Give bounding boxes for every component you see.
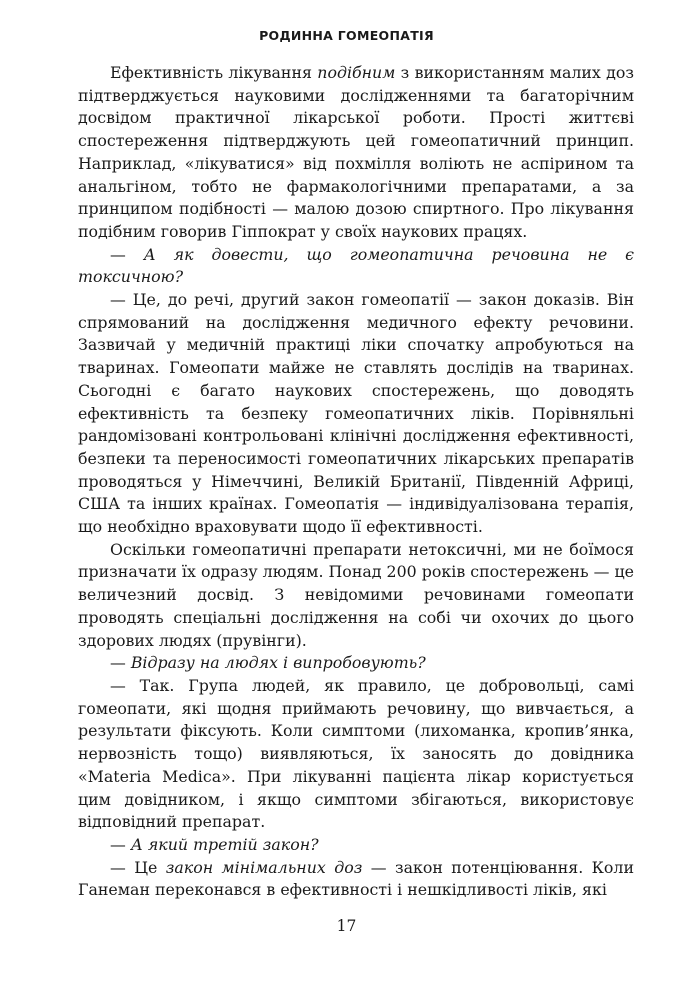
page-number: 17: [336, 917, 357, 935]
running-head: РОДИННА ГОМЕОПАТІЯ: [259, 28, 434, 43]
body-paragraph: [78, 289, 634, 539]
text-run: — Це: [110, 857, 166, 877]
body-paragraph: [78, 539, 634, 653]
italic-text: А як довести, що гомеопатична речовина не є токсичною?: [78, 244, 634, 287]
italic-text: подібним: [317, 63, 396, 82]
italic-text: А який третій закон?: [130, 834, 319, 854]
text-run: —: [110, 244, 144, 264]
text-run: — Це, до речі, другий закон гомеопатії — закон доказів. Він спрямований на дослідження медичного ефекту речовини. Зазвичай у медичній практиці ліки спочатку апробуються на тваринах. Гомеопати майже не ставлять дослідів на тваринах. Сьогодні є багато наукових спостережень, що доводять ефективність та безпеку гомеопатичних ліків. Порівняльні рандомізовані контрольовані клінічні дослідження ефективності, безпеки та переносимості гомеопатичних лікарських препаратів проводяться у Німеччині, Великій Британії, Південній Африці, США та інших країнах. Гомеопатія — індивідуалізована терапія, що необхідно враховувати щодо її ефективності.: [78, 290, 634, 537]
question-paragraph: [78, 244, 634, 289]
body-paragraph: [78, 675, 634, 834]
text-run: —: [110, 834, 131, 854]
text-run: Ефективність лікування: [110, 63, 318, 82]
text-run: —: [110, 653, 131, 673]
body-paragraph: [78, 857, 634, 902]
text-run: — Так. Група людей, як правило, це добровольці, самі гомеопати, які щодня приймають речовину, що вивчається, а результати фіксують. Коли симптоми (лихоманка, кропив’янка, нервозність тощо) виявляються, їх заносять до довідника «Materia Medica». При лікуванні пацієнта лікар користується цим довідником, і якщо симптоми збігаються, використовує відповідний препарат.: [78, 675, 634, 832]
body-paragraph: [78, 62, 634, 244]
italic-text: закон мінімальних доз: [165, 857, 363, 877]
text-run: з використанням малих доз підтверджується науковими дослідженнями та багаторічним досвідом практичної лікарської роботи. Прості життєві спостереження підтверджують цей гомеопатичний принцип. Наприклад, «лікуватися» від похмілля воліють не аспірином та анальгіном, тобто не фармакологічними препаратами, а за принципом подібності — малою дозою спиртного. Про лікування подібним говорив Гіппократ у своїх наукових працях.: [78, 63, 634, 241]
body-text: [78, 62, 634, 902]
text-run: Оскільки гомеопатичні препарати нетоксичні, ми не боїмося призначати їх одразу людям. Понад 200 років спостережень — це величезний досвід. З невідомими речовинами гомеопати проводять спеціальні дослідження на собі чи охочих до цього здорових людях (прувінги).: [78, 539, 634, 650]
question-paragraph: [78, 834, 634, 857]
question-paragraph: [78, 652, 634, 675]
text-run: — закон потенціювання. Коли Ганеман переконався в ефективності і нешкідливості ліків, які: [78, 857, 634, 900]
italic-text: Відразу на людях і випробовують?: [130, 653, 426, 673]
